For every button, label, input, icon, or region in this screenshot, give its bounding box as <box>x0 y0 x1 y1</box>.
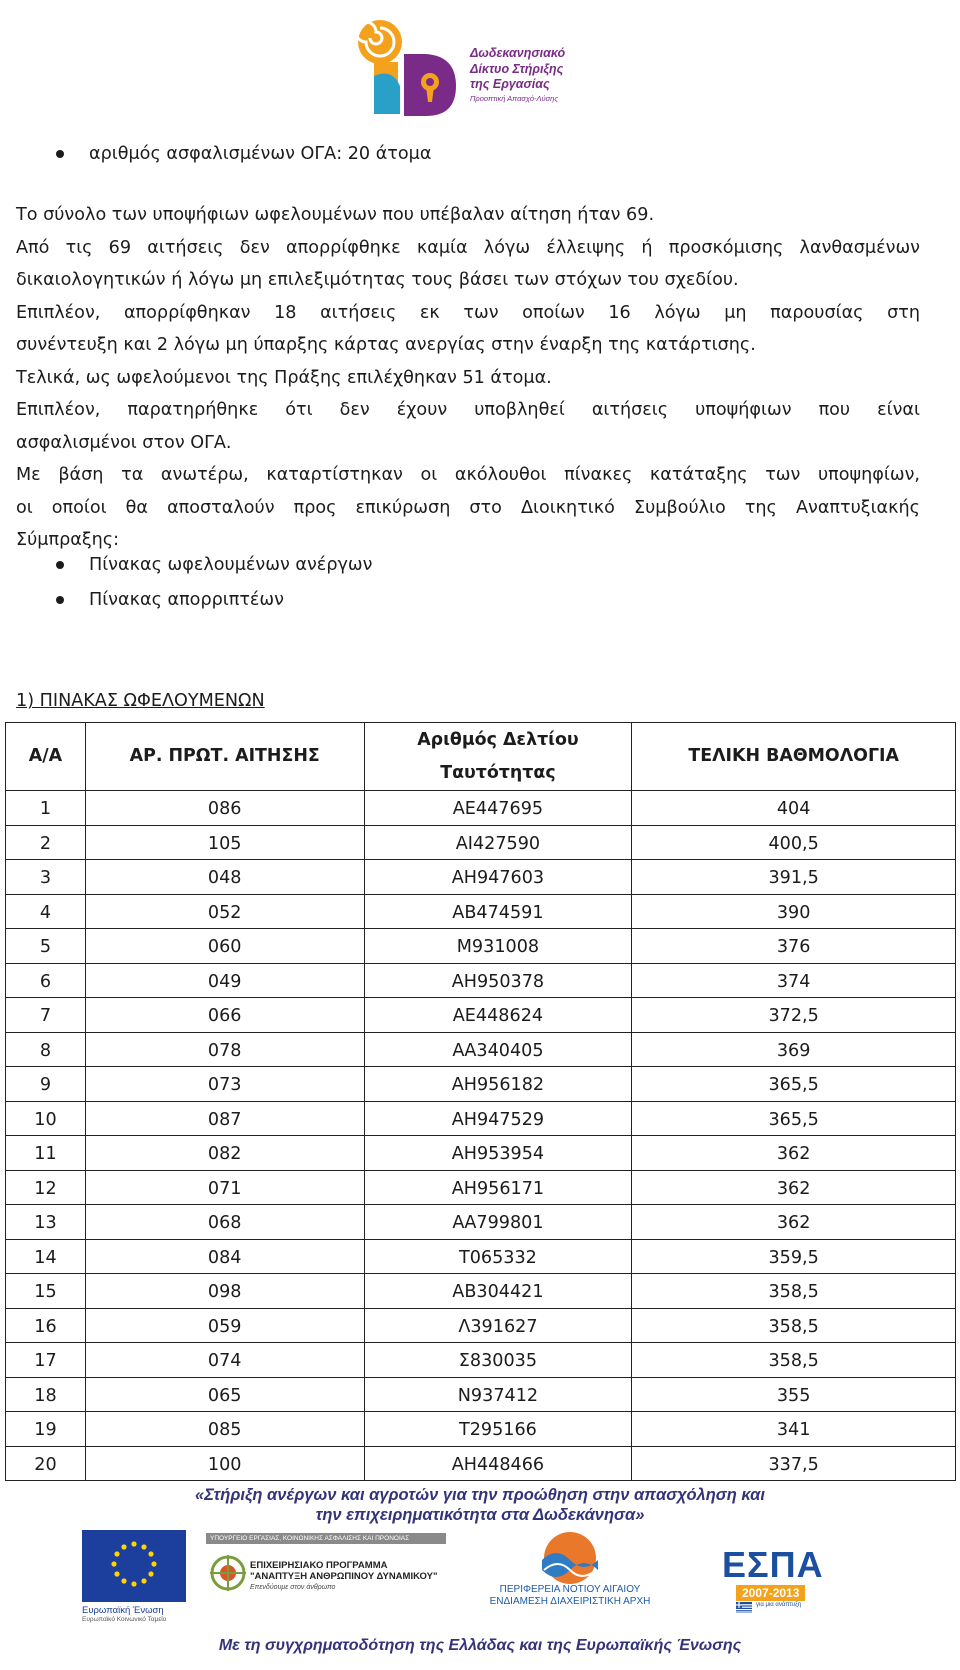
cell-protocol: 105 <box>85 825 364 860</box>
cell-index: 6 <box>6 963 86 998</box>
region-emblem-icon <box>534 1530 606 1586</box>
header-line: Αριθμός Δελτίου <box>417 729 579 750</box>
cell-score: 391,5 <box>632 860 956 895</box>
ministry-label: ΥΠΟΥΡΓΕΙΟ ΕΡΓΑΣΙΑΣ, ΚΟΙΝΩΝΙΚΗΣ ΑΣΦΑΛΙΣΗΣ ΚΑΙ ΠΡΟΝΟΙΑΣ <box>206 1533 446 1544</box>
cell-protocol: 074 <box>85 1343 364 1378</box>
paragraph-selected: Τελικά, ως ωφελούμενοι της Πράξης επιλέχθηκαν 51 άτομα. <box>16 367 552 388</box>
cell-score: 358,5 <box>632 1308 956 1343</box>
paragraph-line: Επιπλέον, απορρίφθηκαν 18 αιτήσεις εκ των οποίων 16 λόγω μη παρουσίας στη <box>16 302 920 323</box>
list-item-oga-insured <box>89 138 431 171</box>
op-line: ΕΠΙΧΕΙΡΗΣΙΑΚΟ ΠΡΟΓΡΑΜΜΑ <box>250 1560 388 1571</box>
table-row <box>6 1377 956 1412</box>
cell-index: 5 <box>6 929 86 964</box>
cell-protocol: 048 <box>85 860 364 895</box>
cell-protocol: 082 <box>85 1136 364 1171</box>
bullet-icon <box>56 561 64 569</box>
table-body <box>6 791 956 1481</box>
beneficiaries-table <box>5 722 956 1481</box>
cell-index: 7 <box>6 998 86 1033</box>
paragraph-line: δικαιολογητικών ή λόγω μη επιλεξιμότητας τους βάσει των στόχων του σχεδίου. <box>16 270 739 290</box>
cell-index: 18 <box>6 1377 86 1412</box>
cell-index: 12 <box>6 1170 86 1205</box>
cell-protocol: 052 <box>85 894 364 929</box>
table-row <box>6 1239 956 1274</box>
cell-id-card: Ν937412 <box>364 1377 632 1412</box>
bullet-icon <box>56 150 64 158</box>
region-line: ΕΝΔΙΑΜΕΣΗ ΔΙΑΧΕΙΡΙΣΤΙΚΗ ΑΡΧΗ <box>489 1596 651 1607</box>
table-row <box>6 1170 956 1205</box>
logo-line: Δίκτυο Στήριξης <box>470 61 564 76</box>
op-line: "ΑΝΑΠΤΥΞΗ ΑΝΘΡΩΠΙΝΟΥ ΔΥΝΑΜΙΚΟΥ" <box>250 1571 438 1582</box>
cell-id-card: Λ391627 <box>364 1308 632 1343</box>
cell-id-card: ΑΑ799801 <box>364 1205 632 1240</box>
table-row <box>6 1101 956 1136</box>
list-item-beneficiaries-table <box>89 549 372 582</box>
cell-id-card: Μ931008 <box>364 929 632 964</box>
cell-id-card: ΑΒ474591 <box>364 894 632 929</box>
cell-id-card: ΑΑ340405 <box>364 1032 632 1067</box>
region-caption <box>470 1584 670 1608</box>
cell-score: 400,5 <box>632 825 956 860</box>
cell-score: 376 <box>632 929 956 964</box>
list-item-rejected-table <box>89 584 284 617</box>
cell-score: 374 <box>632 963 956 998</box>
cell-protocol: 049 <box>85 963 364 998</box>
table-row <box>6 929 956 964</box>
cell-id-card: ΑΗ448466 <box>364 1446 632 1481</box>
cell-id-card: ΑΙ427590 <box>364 825 632 860</box>
cell-index: 9 <box>6 1067 86 1102</box>
op-tagline: Επενδύουμε στον άνθρωπο <box>250 1584 336 1591</box>
cell-protocol: 098 <box>85 1274 364 1309</box>
table-row <box>6 860 956 895</box>
header-line: Ταυτότητας <box>440 762 556 783</box>
cell-protocol: 084 <box>85 1239 364 1274</box>
list-item-text: Πίνακας ωφελουμένων ανέργων <box>89 555 373 575</box>
cell-protocol: 086 <box>85 791 364 826</box>
paragraph-line: οι οποίοι θα αποσταλούν προς επικύρωση στο Διοικητικό Συμβούλιο της Αναπτυξιακής <box>16 497 920 518</box>
logo-emblem-icon <box>352 16 462 120</box>
cell-score: 337,5 <box>632 1446 956 1481</box>
slogan-line: την επιχειρηματικότητα στα Δωδεκάνησα» <box>315 1506 645 1524</box>
paragraph-body <box>16 199 920 557</box>
cell-id-card: Τ065332 <box>364 1239 632 1274</box>
cell-protocol: 068 <box>85 1205 364 1240</box>
organization-logo <box>352 16 612 122</box>
cell-index: 1 <box>6 791 86 826</box>
cell-protocol: 078 <box>85 1032 364 1067</box>
cofinance-notice: Με τη συγχρηματοδότηση της Ελλάδας και της Ευρωπαϊκής Ένωσης <box>218 1637 742 1654</box>
eu-label: Ευρωπαϊκή Ένωση <box>82 1605 164 1616</box>
cell-index: 16 <box>6 1308 86 1343</box>
table-row <box>6 963 956 998</box>
column-header-score: ΤΕΛΙΚΗ ΒΑΘΜΟΛΟΓΙΑ <box>632 723 956 791</box>
paragraph-line: Σύμπραξης: <box>16 530 120 550</box>
espa-tagline: για μια ανάπτυξη <box>756 1602 802 1608</box>
cell-score: 362 <box>632 1170 956 1205</box>
cell-id-card: ΑΒ304421 <box>364 1274 632 1309</box>
espa-wordmark: ΕΣΠΑ <box>722 1544 824 1585</box>
op-title <box>250 1560 438 1593</box>
cell-protocol: 087 <box>85 1101 364 1136</box>
cell-id-card: Τ295166 <box>364 1412 632 1447</box>
table-row <box>6 894 956 929</box>
column-header-protocol: ΑΡ. ΠΡΩΤ. ΑΙΤΗΣΗΣ <box>85 723 364 791</box>
cell-protocol: 059 <box>85 1308 364 1343</box>
bullet-icon <box>56 596 64 604</box>
table-row <box>6 998 956 1033</box>
paragraph-line: Με βάση τα ανωτέρω, καταρτίστηκαν οι ακόλουθοι πίνακες κατάταξης των υποψηφίων, <box>16 465 920 485</box>
cell-index: 10 <box>6 1101 86 1136</box>
cell-id-card: ΑΗ947603 <box>364 860 632 895</box>
cell-score: 359,5 <box>632 1239 956 1274</box>
table-header-row <box>6 723 956 791</box>
logo-wordmark <box>470 46 565 104</box>
cell-score: 355 <box>632 1377 956 1412</box>
cell-protocol: 071 <box>85 1170 364 1205</box>
table-row <box>6 1067 956 1102</box>
greek-flag-icon <box>736 1602 752 1613</box>
table-title: 1) ΠΙΝΑΚΑΣ ΩΦΕΛΟΥΜΕΝΩΝ <box>16 691 265 711</box>
cell-index: 3 <box>6 860 86 895</box>
table-row <box>6 1274 956 1309</box>
eu-logo <box>82 1530 190 1623</box>
paragraph-line: ασφαλισμένοι στον ΟΓΑ. <box>16 432 232 453</box>
logo-line: της Εργασίας <box>470 77 550 91</box>
column-header-index: Α/Α <box>6 723 86 791</box>
cell-id-card: ΑΗ947529 <box>364 1101 632 1136</box>
paragraph-line: Από τις 69 αιτήσεις δεν απορρίφθηκε καμία λόγω έλλειψης ή προσκόμισης λανθασμένων <box>16 237 920 258</box>
paragraph-total-applicants: Το σύνολο των υποψήφιων ωφελουμένων που υπέβαλαν αίτηση ήταν 69. <box>16 205 655 225</box>
cell-protocol: 066 <box>85 998 364 1033</box>
cell-id-card: ΑΗ953954 <box>364 1136 632 1171</box>
cell-index: 11 <box>6 1136 86 1171</box>
cell-id-card: ΑΗ950378 <box>364 963 632 998</box>
cell-score: 372,5 <box>632 998 956 1033</box>
eu-flag-icon <box>82 1530 186 1602</box>
table-row <box>6 1412 956 1447</box>
cell-score: 362 <box>632 1205 956 1240</box>
list-item-text: Πίνακας απορριπτέων <box>89 590 284 610</box>
table-row <box>6 1205 956 1240</box>
cell-index: 13 <box>6 1205 86 1240</box>
cell-score: 341 <box>632 1412 956 1447</box>
cell-id-card: Σ830035 <box>364 1343 632 1378</box>
eu-caption <box>82 1605 190 1623</box>
logo-tagline: Προοπτική Απασχό-Λύσης <box>470 93 558 103</box>
cell-id-card: ΑΕ448624 <box>364 998 632 1033</box>
cell-protocol: 073 <box>85 1067 364 1102</box>
cell-id-card: ΑΗ956182 <box>364 1067 632 1102</box>
cell-index: 4 <box>6 894 86 929</box>
cell-score: 365,5 <box>632 1101 956 1136</box>
cell-index: 8 <box>6 1032 86 1067</box>
cell-score: 358,5 <box>632 1343 956 1378</box>
paragraph-line: Επιπλέον, παρατηρήθηκε ότι δεν έχουν υποβληθεί αιτήσεις υποψήφιων που είναι <box>16 400 920 420</box>
cell-index: 20 <box>6 1446 86 1481</box>
cell-id-card: ΑΗ956171 <box>364 1170 632 1205</box>
espa-years: 2007-2013 <box>736 1585 805 1601</box>
cell-score: 390 <box>632 894 956 929</box>
operational-programme-logo <box>206 1533 446 1603</box>
table-row <box>6 1446 956 1481</box>
cell-score: 365,5 <box>632 1067 956 1102</box>
south-aegean-region-logo <box>470 1530 670 1614</box>
cell-index: 19 <box>6 1412 86 1447</box>
region-line: ΠΕΡΙΦΕΡΕΙΑ ΝΟΤΙΟΥ ΑΙΓΑΙΟΥ <box>499 1584 641 1595</box>
list-item-text: αριθμός ασφαλισμένων ΟΓΑ: 20 άτομα <box>89 144 432 164</box>
op-emblem-icon <box>208 1550 248 1596</box>
cell-protocol: 100 <box>85 1446 364 1481</box>
cell-index: 17 <box>6 1343 86 1378</box>
eu-stars-icon <box>82 1530 186 1602</box>
table-row <box>6 1136 956 1171</box>
table-row <box>6 825 956 860</box>
cell-score: 358,5 <box>632 1274 956 1309</box>
table-row <box>6 791 956 826</box>
table-row <box>6 1308 956 1343</box>
cell-index: 14 <box>6 1239 86 1274</box>
column-header-id-card <box>364 723 632 791</box>
slogan-line: «Στήριξη ανέργων και αγροτών για την προώθηση στην απασχόληση και <box>195 1486 765 1504</box>
cell-id-card: ΑΕ447695 <box>364 791 632 826</box>
logo-line: Δωδεκανησιακό <box>470 46 566 60</box>
eu-fund-label: Ευρωπαϊκό Κοινωνικό Ταμείο <box>82 1616 167 1623</box>
footer-slogan <box>0 1485 960 1525</box>
table-row <box>6 1343 956 1378</box>
espa-logo <box>700 1545 830 1613</box>
cell-score: 369 <box>632 1032 956 1067</box>
paragraph-line: συνέντευξη και 2 λόγω μη ύπαρξης κάρτας ανεργίας στην έναρξη της κατάρτισης. <box>16 335 756 355</box>
cell-index: 15 <box>6 1274 86 1309</box>
table-row <box>6 1032 956 1067</box>
cell-index: 2 <box>6 825 86 860</box>
cell-protocol: 065 <box>85 1377 364 1412</box>
cell-protocol: 060 <box>85 929 364 964</box>
cell-score: 404 <box>632 791 956 826</box>
cell-score: 362 <box>632 1136 956 1171</box>
cell-protocol: 085 <box>85 1412 364 1447</box>
